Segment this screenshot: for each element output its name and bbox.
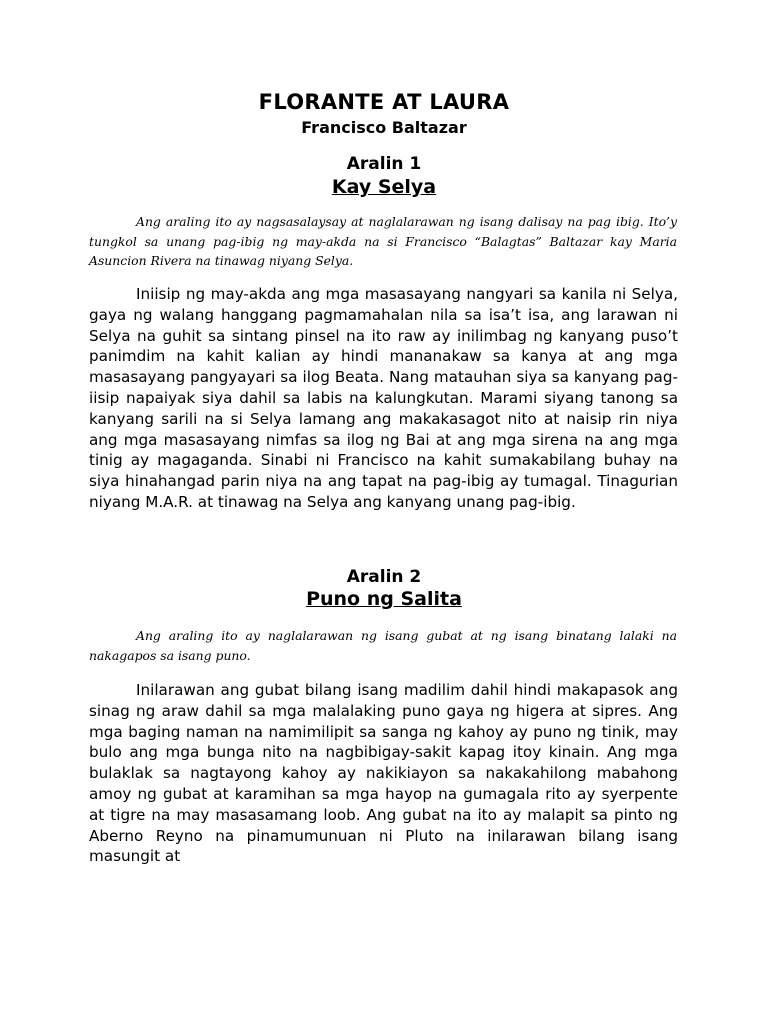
lesson-2-title: Puno ng Salita	[306, 588, 462, 610]
document-author: Francisco Baltazar	[301, 118, 467, 137]
lesson-2-intro: Ang araling ito ay naglalarawan ng isang gubat at ng isang binatang lalaki na nakagapos sa isang puno.	[89, 628, 677, 663]
document-title: FLORANTE AT LAURA	[258, 90, 510, 114]
lesson-1-label: Aralin 1	[346, 154, 422, 174]
lesson-2-body: Inilarawan ang gubat bilang isang madilim dahil hindi makapasok ang sinag ng araw dahil sa mga malalaking puno gaya ng higera at sipres. Ang mga baging naman na namimilipit sa sanga ng kahoy ay puno ng tinik, may bulo ang mga bunga nito na nagbibigay-sakit kapag itoy kinain. Ang mga bulaklak sa nagtayong kahoy ay nakikiayon sa nakakahilong mabahong amoy ng gubat at karamihan sa mga hayop na gumagala rito ay syerpente at tigre na may masasamang loob. Ang gubat na ito ay malapit sa pinto ng Aberno Reyno na pinamumunuan ni Pluto na inilarawan bilang isang masungit at	[89, 681, 678, 866]
lesson-2-label: Aralin 2	[346, 567, 422, 587]
lesson-1-intro: Ang araling ito ay nagsasalaysay at naglalarawan ng isang dalisay na pag ibig. Ito’y tungkol sa unang pag-ibig ng may-akda na si Francisco “Balagtas” Baltazar kay Maria Asuncion Rivera na tinawag niyang Selya.	[89, 214, 677, 268]
lesson-1-title: Kay Selya	[331, 176, 437, 198]
lesson-1-body: Iniisip ng may-akda ang mga masasayang nangyari sa kanila ni Selya, gaya ng walang hanggang pagmamahalan nila sa isa’t isa, ang larawan ni Selya na guhit sa sintang pinsel na ito raw ay inilimbag ng kanyang puso’t panimdim na kahit kalian ay hindi mananakaw sa kanya at ang mga masasayang pangyayari sa ilog Beata. Nang matauhan siya sa kanyang pag-iisip napaiyak siya dahil sa labis na kalungkutan. Marami siyang tanong sa kanyang sarili na si Selya lamang ang makakasagot nito at naisip rin niya ang mga masasayang nimfas sa ilog ng Bai at ang mga sirena na ang mga tinig ay magaganda. Sinabi ni Francisco na kahit sumakabilang buhay na siya hinahangad parin niya na ang tapat na pag-ibig ay tumagal. Tinagurian niyang M.A.R. at tinawag na Selya ang kanyang unang pag-ibig.	[89, 285, 678, 511]
